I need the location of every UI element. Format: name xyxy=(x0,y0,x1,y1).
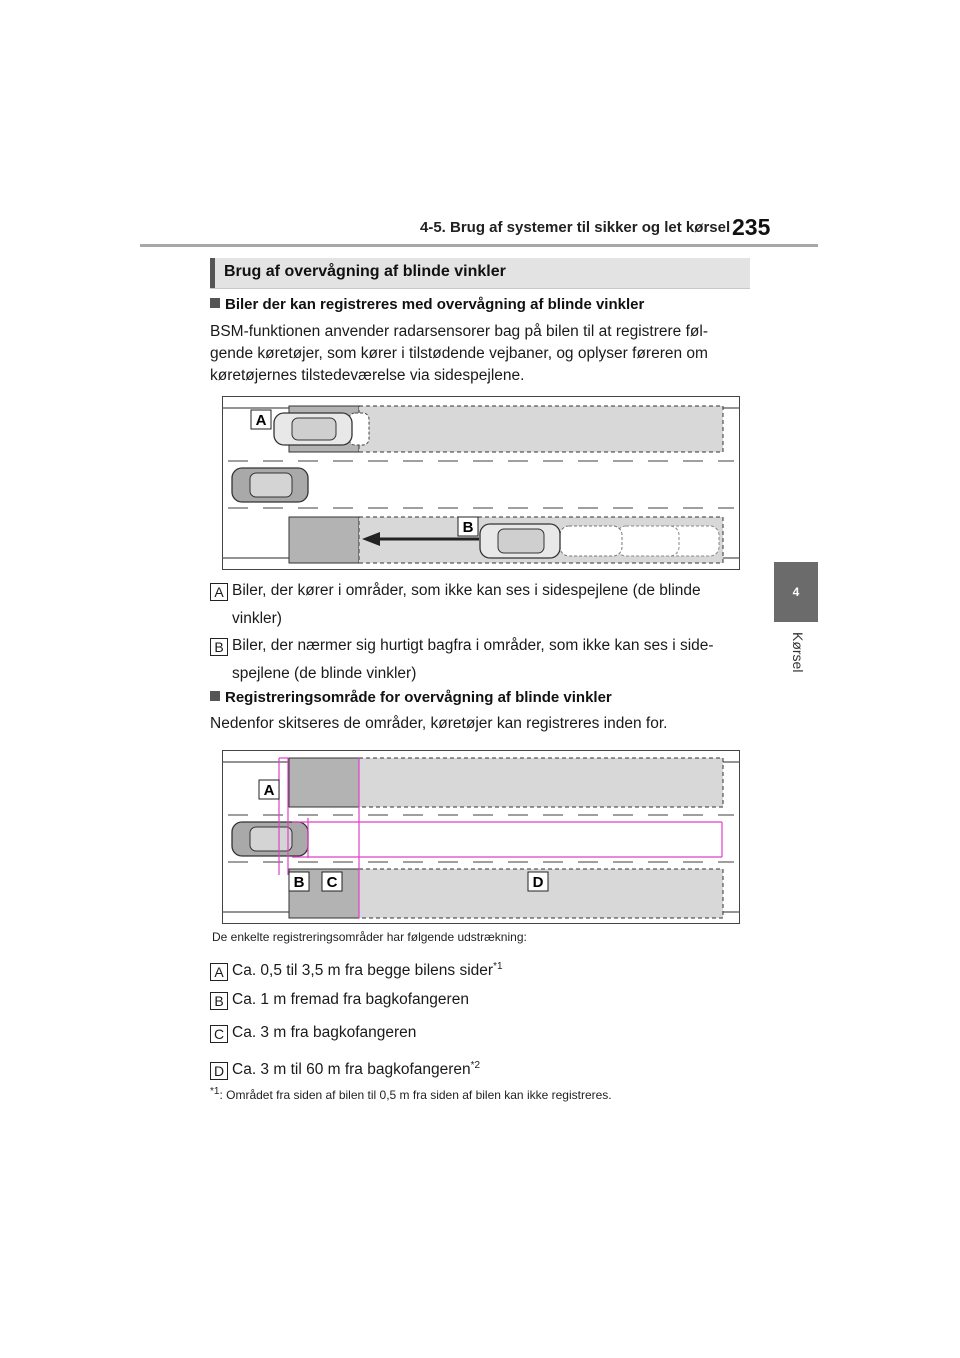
item-text: Ca. 1 m fremad fra bagkofangeren xyxy=(232,991,469,1008)
footnote-ref: *2 xyxy=(470,1060,481,1071)
item-label-box: D xyxy=(210,1062,228,1080)
blind-spot-zone-b-near xyxy=(289,517,359,563)
list-item-b xyxy=(210,632,750,688)
item-text-cont: spejlene (de blinde vinkler) xyxy=(232,665,417,682)
subsection2-paragraph: Nedenfor skitseres de områder, køretøjer kan registreres inden for. xyxy=(210,715,668,732)
blind-spot-zone-a-far xyxy=(359,406,723,452)
figure2-label-c xyxy=(322,872,342,891)
figure2-label-b xyxy=(289,872,309,891)
zone-far-top xyxy=(359,758,723,807)
chapter-tab xyxy=(774,562,818,622)
footnote-ref: *1 xyxy=(493,961,503,972)
header-section-title: 4-5. Brug af systemer til sikker og let kørsel xyxy=(420,219,731,236)
range-item-a xyxy=(210,953,750,985)
list-item-a xyxy=(210,577,750,633)
svg-text:B: B xyxy=(293,874,305,891)
zone-near-top xyxy=(289,758,359,807)
item-text: Biler, der kører i områder, som ikke kan ses i sidespejlene (de blinde xyxy=(232,582,701,599)
range-item-c xyxy=(210,1019,750,1047)
footnote-mark: *1 xyxy=(210,1086,220,1097)
subsection1-heading xyxy=(210,296,644,313)
range-item-d xyxy=(210,1052,750,1084)
blind-spot-figure-1 xyxy=(222,396,740,570)
item-text: Ca. 3 m til 60 m fra bagkofangeren xyxy=(232,1061,471,1079)
item-label-box: A xyxy=(210,583,228,601)
figure2-label-a xyxy=(259,780,279,799)
paragraph-line: BSM-funktionen anvender radarsensorer bag på bilen til at registrere føl- xyxy=(210,323,708,340)
figure2-label-d xyxy=(528,872,548,891)
item-label-box: B xyxy=(210,638,228,656)
svg-text:A: A xyxy=(263,782,275,799)
section-title-bar xyxy=(210,258,750,289)
blind-spot-figure-2 xyxy=(222,750,740,924)
subsection2-heading xyxy=(210,689,612,706)
item-text-cont: vinkler) xyxy=(232,610,282,627)
item-label-box: C xyxy=(210,1025,228,1043)
item-label-box: A xyxy=(210,963,228,981)
range-item-b xyxy=(210,986,750,1014)
own-car-icon xyxy=(232,468,308,502)
figure1-label-a xyxy=(251,410,271,429)
header-rule xyxy=(140,244,818,247)
svg-text:D: D xyxy=(532,874,544,891)
bullet-square-icon xyxy=(210,298,220,308)
bullet-square-icon xyxy=(210,691,220,701)
item-text: Ca. 0,5 til 3,5 m fra begge bilens sider xyxy=(232,962,494,980)
range-intro: De enkelte registreringsområder har følgende udstrækning: xyxy=(212,930,527,944)
svg-text:B: B xyxy=(462,519,474,536)
chapter-label: Kørsel xyxy=(790,632,806,673)
car-b-icon xyxy=(480,524,719,558)
item-text: Ca. 3 m fra bagkofangeren xyxy=(232,1024,417,1041)
paragraph-line: køretøjernes tilstedeværelse via sidespejlene. xyxy=(210,367,525,384)
item-label-box: B xyxy=(210,992,228,1010)
item-text: Biler, der nærmer sig hurtigt bagfra i områder, som ikke kan ses i side- xyxy=(232,637,714,654)
svg-text:A: A xyxy=(255,412,267,429)
svg-text:C: C xyxy=(326,874,338,891)
footnote-text: : Området fra siden af bilen til 0,5 m fra siden af bilen kan ikke registreres. xyxy=(219,1088,612,1102)
chapter-number: 4 xyxy=(792,585,800,599)
subsection1-paragraph xyxy=(210,321,750,387)
footnote xyxy=(210,1086,612,1102)
section-title: Brug af overvågning af blinde vinkler xyxy=(224,263,506,280)
subsection1-heading-text: Biler der kan registreres med overvågning af blinde vinkler xyxy=(225,296,645,313)
car-a-icon xyxy=(274,413,369,445)
paragraph-line: gende køretøjer, som kører i tilstødende vejbaner, og oplyser føreren om xyxy=(210,345,708,362)
own-car-icon xyxy=(232,822,308,856)
subsection2-heading-text: Registreringsområde for overvågning af blinde vinkler xyxy=(225,689,612,706)
page-number: 235 xyxy=(732,214,771,240)
title-accent xyxy=(210,258,215,288)
figure1-label-b xyxy=(458,517,478,536)
